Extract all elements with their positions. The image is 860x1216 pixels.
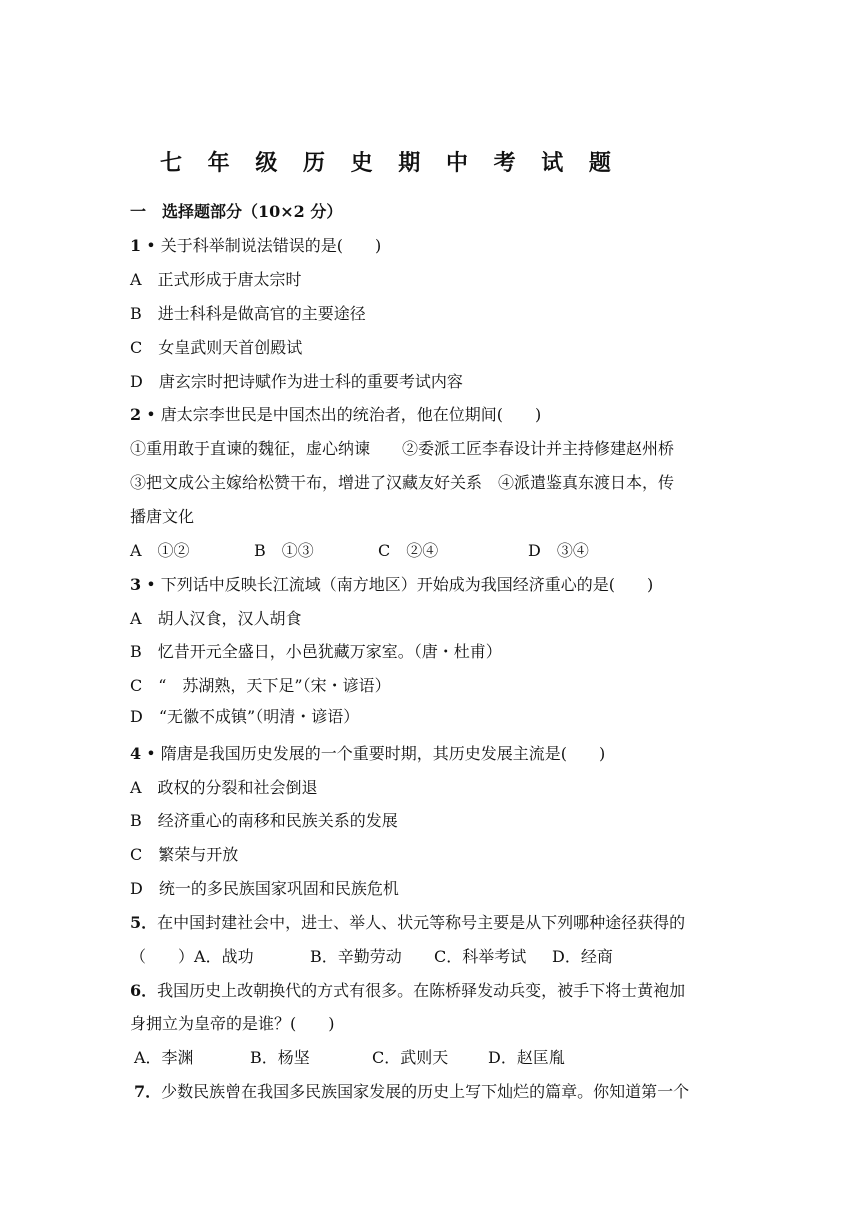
bullet: •: [141, 236, 161, 255]
question-2-stem: [130, 405, 541, 425]
question-2-options: [130, 541, 589, 561]
question-2-option-a: A ①②: [130, 541, 190, 560]
question-1-stem: [130, 236, 381, 256]
question-5-options: [130, 947, 613, 967]
question-text: 我国历史上改朝换代的方式有很多。在陈桥驿发动兵变，被手下将士黄袍加: [157, 981, 686, 1000]
question-number: 5: [130, 913, 142, 932]
question-number: 6: [130, 981, 142, 1000]
bullet: •: [141, 744, 161, 763]
question-3-option-d: D “无徽不成镇”（明清・谚语）: [130, 707, 360, 726]
question-4-option-d: D 统一的多民族国家巩固和民族危机: [130, 879, 399, 898]
question-3-option-b: B 忆昔开元全盛日，小邑犹藏万家室。（唐・杜甫）: [130, 642, 502, 661]
period: ．: [141, 913, 158, 932]
question-number: 4: [130, 744, 142, 763]
question-text: 关于科举制说法错误的是( ): [160, 236, 382, 255]
bullet: •: [141, 575, 161, 594]
question-text: 下列话中反映长江流域（南方地区）开始成为我国经济重心的是( ): [160, 575, 654, 594]
question-2-statement-line-3: 播唐文化: [130, 507, 195, 526]
question-5-stem: [130, 913, 685, 933]
question-6-stem-line-2: 身拥立为皇帝的是谁？( ): [130, 1014, 335, 1033]
period: ．: [145, 1082, 162, 1101]
question-4-option-b: B 经济重心的南移和民族关系的发展: [130, 811, 398, 830]
question-5-option-c: C．科举考试: [434, 947, 527, 966]
question-6-option-b: B．杨坚: [250, 1048, 310, 1067]
question-number: 7: [134, 1082, 146, 1101]
question-3-stem: [130, 575, 653, 595]
question-6-option-a: A．李渊: [134, 1048, 194, 1067]
question-3-option-a: A 胡人汉食，汉人胡食: [130, 609, 302, 628]
question-6-option-c: C．武则天: [372, 1048, 449, 1067]
question-5-option-d: D．经商: [552, 947, 613, 966]
question-number: 1: [130, 236, 142, 255]
question-text: 唐太宗李世民是中国杰出的统治者，他在位期间( ): [160, 405, 542, 424]
question-4-option-c: C 繁荣与开放: [130, 845, 239, 864]
question-2-statement-line-1: ①重用敢于直谏的魏征，虚心纳谏 ②委派工匠李春设计并主持修建赵州桥: [130, 439, 675, 458]
question-text: 少数民族曾在我国多民族国家发展的历史上写下灿烂的篇章。你知道第一个: [161, 1082, 690, 1101]
section-heading: 一 选择题部分（10×2 分）: [130, 202, 343, 221]
question-6-option-d: D．赵匡胤: [488, 1048, 565, 1067]
question-2-option-c: C ②④: [378, 541, 439, 560]
question-2-statement-line-2: ③把文成公主嫁给松赞干布，增进了汉藏友好关系 ④派遣鉴真东渡日本，传: [130, 473, 675, 492]
question-number: 2: [130, 405, 142, 424]
question-5-option-b: B．辛勤劳动: [310, 947, 402, 966]
question-1-option-a: A 正式形成于唐太宗时: [130, 270, 302, 289]
question-text: 隋唐是我国历史发展的一个重要时期，其历史发展主流是( ): [160, 744, 606, 763]
bullet: •: [141, 405, 161, 424]
period: ．: [141, 981, 158, 1000]
question-6-stem: [130, 981, 685, 1001]
question-number: 3: [130, 575, 142, 594]
question-4-option-a: A 政权的分裂和社会倒退: [130, 778, 318, 797]
answer-blank: （ ）: [130, 947, 195, 966]
question-7-stem: [134, 1082, 689, 1102]
question-3-option-c: C “ 苏湖熟，天下足”（宋・谚语）: [130, 676, 391, 695]
question-2-option-b: B ①③: [254, 541, 314, 560]
question-1-option-d: D 唐玄宗时把诗赋作为进士科的重要考试内容: [130, 372, 463, 391]
question-4-stem: [130, 744, 605, 764]
question-6-options: [134, 1048, 565, 1068]
question-1-option-c: C 女皇武则天首创殿试: [130, 338, 303, 357]
question-2-option-d: D ③④: [528, 541, 589, 560]
question-5-option-a: A．战功: [194, 947, 254, 966]
question-1-option-b: B 进士科科是做高官的主要途径: [130, 304, 366, 323]
page-title: 七 年 级 历 史 期 中 考 试 题: [160, 150, 620, 176]
question-text: 在中国封建社会中，进士、举人、状元等称号主要是从下列哪种途径获得的: [157, 913, 686, 932]
